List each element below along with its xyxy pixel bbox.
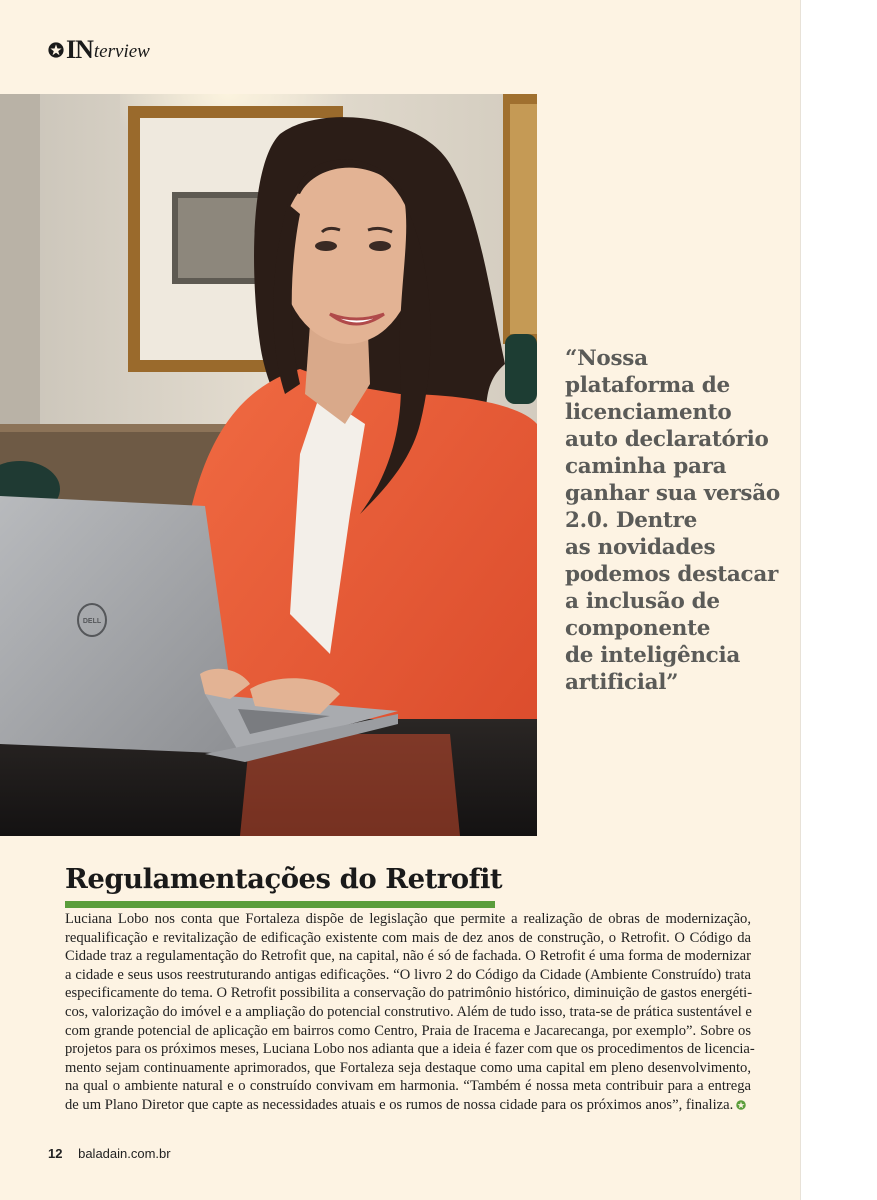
star-icon (48, 42, 64, 58)
heading-underline (65, 901, 495, 908)
body-line: na qual o ambiente natural e o construído convivam em harmonia. “Também é nossa meta contribuir para a entrega (65, 1078, 751, 1095)
pull-quote (565, 345, 790, 696)
body-line: especificamente do tema. O Retrofit possibilita a conservação do patrimônio histórico, diminuição de gastos energéti- (65, 985, 753, 1002)
body-line: Cidade traz a regulamentação do Retrofit que, na capital, não é só de fachada. O Retrofit é uma forma de modernizar (65, 948, 751, 965)
body-line (65, 1096, 751, 1115)
section-logo (48, 36, 150, 64)
quote-line: licenciamento (565, 400, 732, 425)
page-margin (800, 0, 877, 1200)
body-line: com grande potencial de aplicação em bairros como Centro, Praia de Iracema e Jacarecanga, por exemplo”. Sobre os (65, 1022, 751, 1039)
article-heading: Regulamentações do Retrofit (65, 863, 503, 895)
body-line: cos, valorização do imóvel e a ampliação do potencial construtivo. Além de tudo isso, trata-se de prática sustentável e (65, 1003, 752, 1020)
body-line: a cidade e seus usos reestruturando antigas edificações. “O livro 2 do Código da Cidade (Ambiente Construído) trata (65, 966, 751, 983)
quote-line: de inteligência (565, 643, 740, 668)
body-line-text: de um Plano Diretor que capte as necessidades atuais e os rumos de nossa cidade para os próximos anos”, finaliza. (65, 1096, 734, 1113)
laptop-brand: DELL (82, 618, 102, 625)
quote-line: “Nossa (565, 346, 648, 371)
quote-line: auto declaratório (565, 427, 769, 452)
body-line: mento sejam continuamente aprimorados, que Fortaleza seja destaque como uma capital em pleno desenvolvimento, (65, 1059, 751, 1076)
end-star-icon (736, 1100, 746, 1110)
quote-line: plataforma de (565, 373, 730, 398)
quote-line: podemos destacar (565, 562, 778, 587)
quote-line: artificial” (565, 670, 679, 695)
quote-line: 2.0. Dentre (565, 508, 697, 533)
body-line: Luciana Lobo nos conta que Fortaleza dispõe de legislação que permite a realização de obras de modernização, (65, 911, 751, 927)
site-url: baladain.com.br (78, 1146, 171, 1161)
page-footer (48, 1146, 171, 1161)
quote-line: as novidades (565, 535, 716, 560)
body-line: requalificação e revitalização de edificação existente com mais de dez anos de construção, o Retrofit. O Código da (65, 929, 751, 946)
quote-line: caminha para (565, 454, 727, 479)
interview-photo (0, 94, 537, 836)
article-body (65, 910, 755, 1115)
quote-line: componente (565, 616, 711, 641)
photo-illustration (0, 94, 537, 836)
body-line: projetos para os próximos meses, Luciana Lobo nos adianta que a ideia é fazer com que os procedimentos de licencia- (65, 1041, 755, 1058)
page-number: 12 (48, 1146, 63, 1161)
quote-line: a inclusão de (565, 589, 720, 614)
quote-line: ganhar sua versão (565, 481, 780, 506)
section-logo-initials: IN (66, 35, 93, 64)
section-logo-word: terview (93, 41, 150, 62)
